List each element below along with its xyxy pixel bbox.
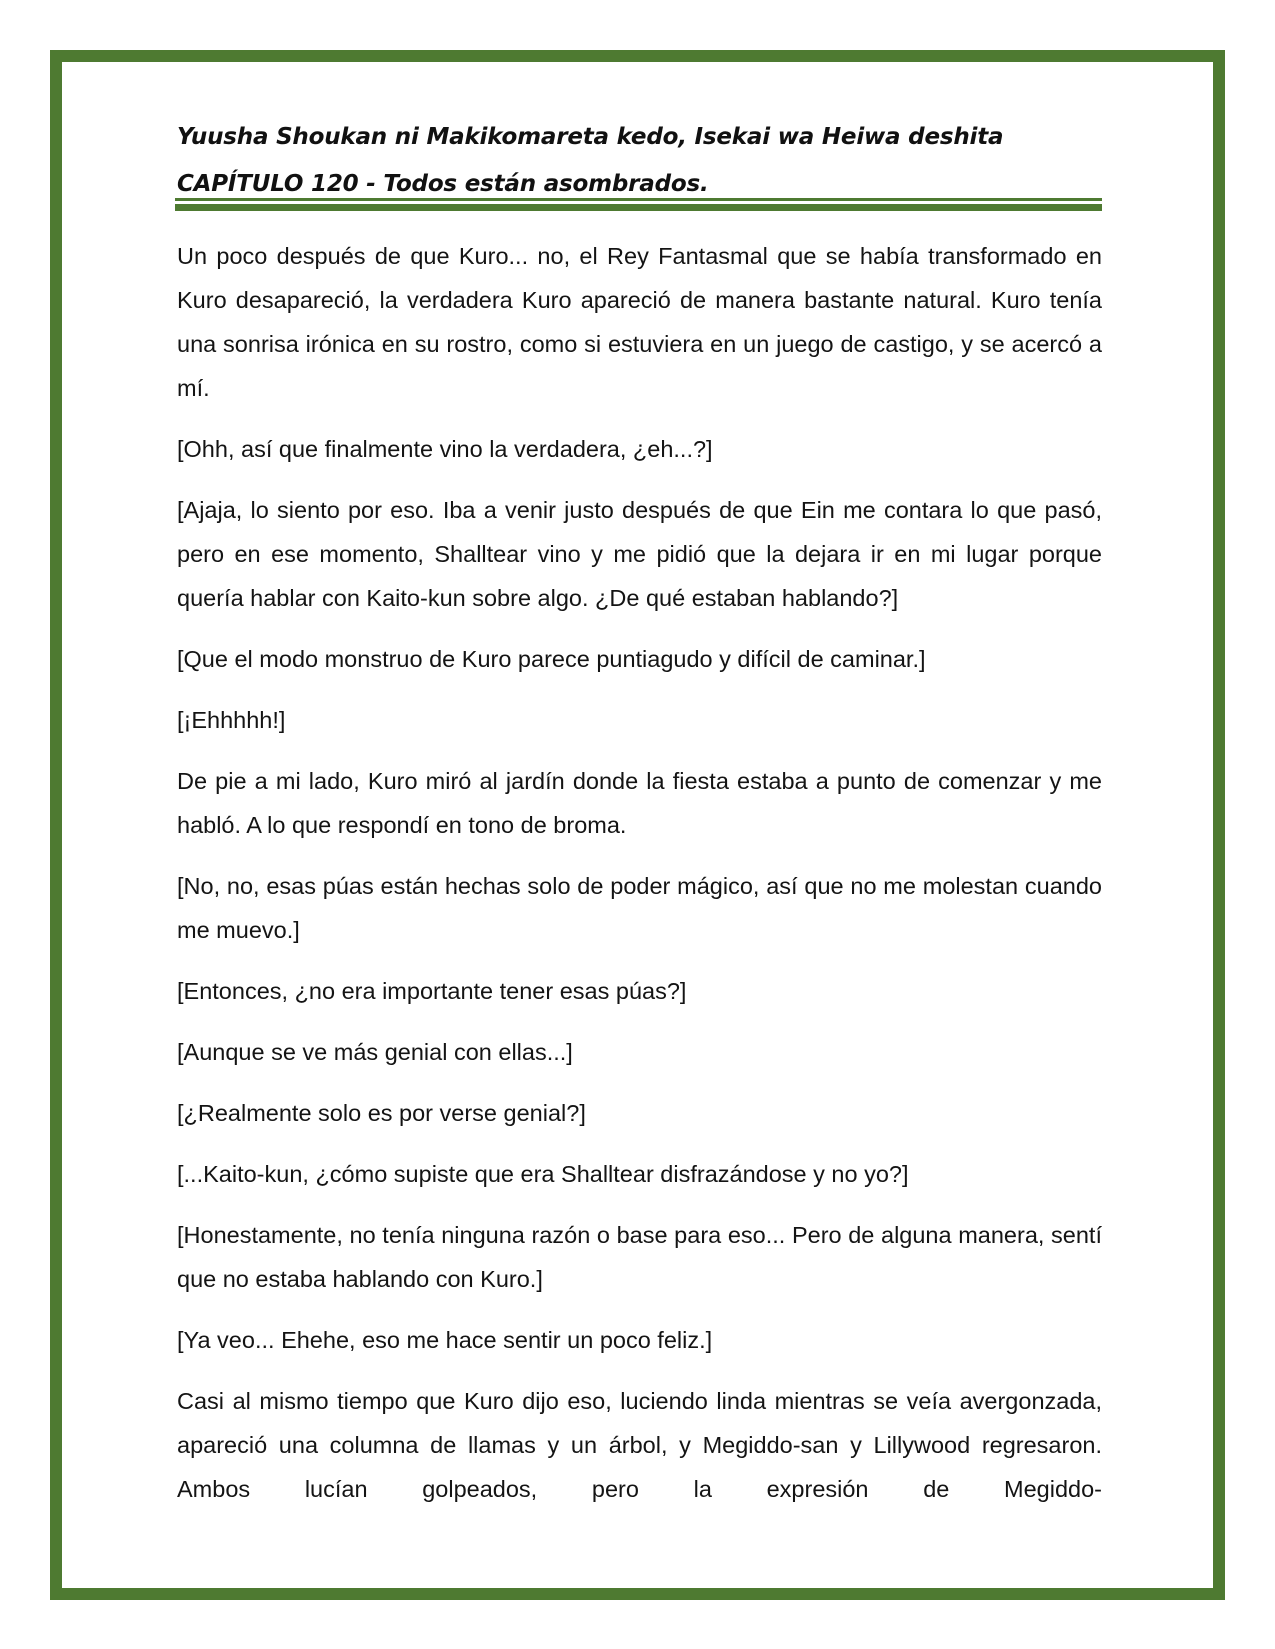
paragraph: De pie a mi lado, Kuro miró al jardín donde la fiesta estaba a punto de comenzar y me habló. A lo que respondí en tono de broma.	[177, 768, 1102, 838]
document-header	[177, 114, 1102, 208]
paragraph: [Ohh, así que finalmente vino la verdadera, ¿eh...?]	[177, 436, 713, 462]
paragraph: [Aunque se ve más genial con ellas...]	[177, 1039, 573, 1065]
header-rule-thin	[175, 198, 1102, 201]
paragraph: [Ya veo... Ehehe, eso me hace sentir un poco feliz.]	[177, 1327, 713, 1353]
paragraph: [...Kaito-kun, ¿cómo supiste que era Shalltear disfrazándose y no yo?]	[177, 1161, 909, 1187]
paragraph: Casi al mismo tiempo que Kuro dijo eso, luciendo linda mientras se veía avergonzada, apareció una columna de llamas y un árbol, y Megiddo-san y Lillywood regresaron. Ambos lucían golpeados, pero la expresión de Megiddo-	[177, 1388, 1102, 1502]
chapter-title: CAPÍTULO 120 - Todos están asombrados.	[177, 171, 709, 197]
series-title: Yuusha Shoukan ni Makikomareta kedo, Isekai wa Heiwa deshita	[177, 124, 1004, 150]
paragraph: [Entonces, ¿no era importante tener esas púas?]	[177, 978, 687, 1004]
paragraph: [Que el modo monstruo de Kuro parece puntiagudo y difícil de caminar.]	[177, 646, 926, 672]
paragraph: [¡Ehhhhh!]	[177, 707, 286, 733]
paragraph: [Ajaja, lo siento por eso. Iba a venir justo después de que Ein me contara lo que pasó, pero en ese momento, Shalltear vino y me pidió que la dejara ir en mi lugar porque quería hablar con Kaito-kun sobre algo. ¿De qué estaban hablando?]	[177, 497, 1102, 611]
paragraph: [¿Realmente solo es por verse genial?]	[177, 1100, 586, 1126]
paragraph: Un poco después de que Kuro... no, el Rey Fantasmal que se había transformado en Kuro desapareció, la verdadera Kuro apareció de manera bastante natural. Kuro tenía una sonrisa irónica en su rostro, como si estuviera en un juego de castigo, y se acercó a mí.	[177, 243, 1102, 401]
header-rule-thick	[175, 204, 1102, 211]
chapter-body	[177, 234, 1102, 1528]
paragraph: [No, no, esas púas están hechas solo de poder mágico, así que no me molestan cuando me muevo.]	[177, 873, 1102, 943]
paragraph: [Honestamente, no tenía ninguna razón o base para eso... Pero de alguna manera, sentí que no estaba hablando con Kuro.]	[177, 1222, 1102, 1292]
